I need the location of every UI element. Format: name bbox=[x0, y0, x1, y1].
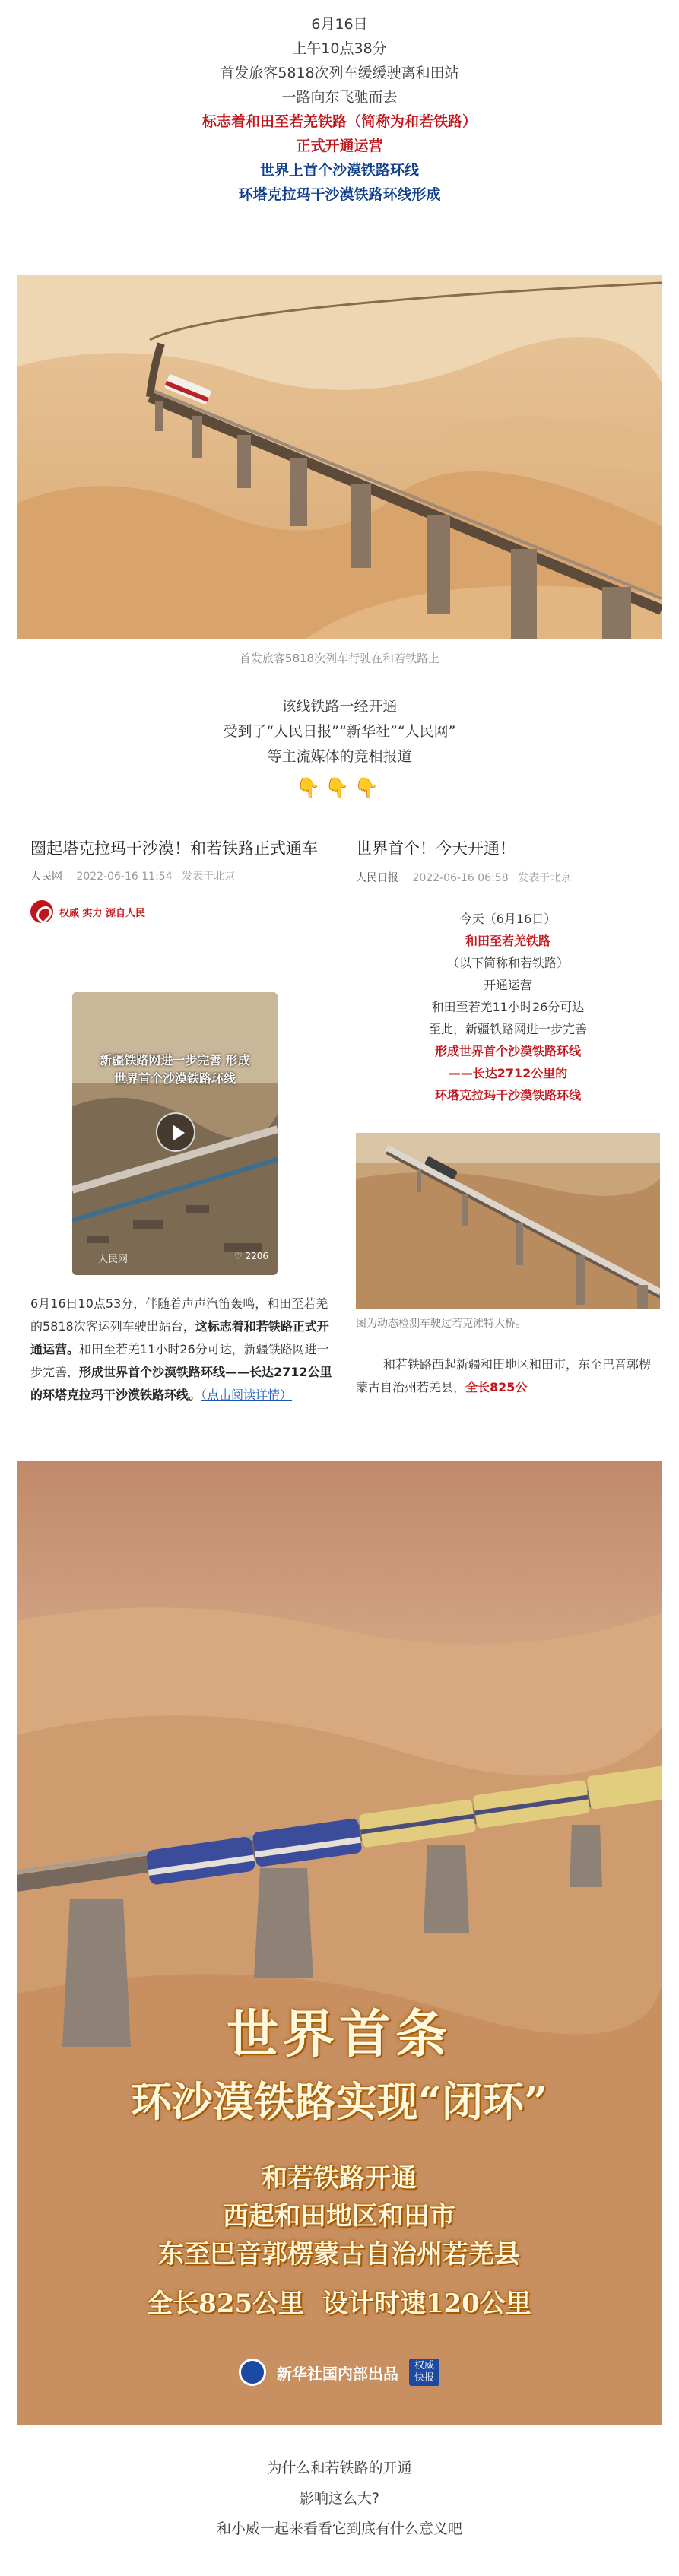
article-source: 人民网 bbox=[30, 871, 62, 883]
intro-line: 一路向东飞驰而去 bbox=[281, 89, 398, 106]
article-date: 2022-06-16 11:54 bbox=[76, 871, 173, 883]
summary-line: 开通运营 bbox=[483, 978, 532, 992]
outro-line: 和小威一起来看看它到底有什么意义吧 bbox=[216, 2520, 462, 2537]
bridge-photo[interactable] bbox=[356, 1133, 660, 1309]
article-card-renmin-ribao[interactable] bbox=[356, 836, 660, 1445]
article-body-bold: 形成世界首个沙漠铁路环线——长达2712公里的环塔克拉玛干沙漠铁路环线。 bbox=[30, 1365, 332, 1402]
intro-highlight-blue: 环塔克拉玛干沙漠铁路环线形成 bbox=[238, 186, 441, 203]
spread-line: 该线铁路一经开通 bbox=[281, 698, 398, 715]
article-body bbox=[356, 1353, 660, 1399]
bridge-photo-caption: 图为动态检测车驶过若克滩特大桥。 bbox=[356, 1318, 526, 1330]
heart-icon: ♡ bbox=[233, 1251, 243, 1261]
play-icon bbox=[173, 1125, 185, 1141]
article-card-renmin-wang[interactable] bbox=[30, 836, 335, 1437]
video-play-button[interactable] bbox=[156, 1112, 195, 1152]
summary-line: ——长达2712公里的 bbox=[448, 1066, 568, 1080]
xinhua-logo-icon bbox=[239, 2359, 266, 2386]
poster-art bbox=[17, 1461, 662, 2425]
poster-badge: 权威快报 bbox=[409, 2359, 439, 2386]
intro-line: 上午10点38分 bbox=[292, 40, 387, 57]
poster-subline: 和若铁路开通 bbox=[262, 2163, 417, 2194]
article-date: 2022-06-16 06:58 bbox=[412, 872, 509, 884]
outro-line: 为什么和若铁路的开通 bbox=[267, 2460, 412, 2476]
poster-credit-row bbox=[17, 2359, 662, 2386]
article-body-red: 全长825公 bbox=[465, 1380, 528, 1394]
bridge-photo-art bbox=[356, 1133, 660, 1309]
article-title[interactable]: 圈起塔克拉玛干沙漠！和若铁路正式通车 bbox=[30, 839, 318, 858]
poster-headline: 环沙漠铁路实现“闭环” bbox=[130, 2077, 548, 2126]
summary-line: 形成世界首个沙漠铁路环线 bbox=[434, 1044, 581, 1058]
railway-photo[interactable] bbox=[17, 275, 662, 639]
outro-line: 影响这么大? bbox=[299, 2490, 380, 2507]
article-body-text: 和若铁路西起新疆和田地区和田市，东至巴音郭楞蒙古自治州若羌县， bbox=[356, 1357, 652, 1394]
intro-line: 6月16日 bbox=[311, 16, 368, 33]
read-more-link[interactable]: （点击阅读详情） bbox=[201, 1388, 293, 1402]
summary-line: 和田至若羌11小时26分可达 bbox=[431, 1000, 585, 1014]
poster-subline: 全长825公里 设计时速120公里 bbox=[147, 2289, 531, 2319]
video-thumbnail[interactable] bbox=[72, 992, 278, 1275]
poster-subline: 东至巴音郭楞蒙古自治州若羌县 bbox=[158, 2239, 520, 2270]
article-body-text: 和田至若羌11小时26分可达，新疆铁路网进一步完善， bbox=[30, 1342, 329, 1379]
brand-row bbox=[30, 900, 335, 923]
outro-section bbox=[0, 2453, 679, 2544]
article-body-bold: 这标志着和若铁路正式开通运营。 bbox=[30, 1319, 329, 1356]
intro-highlight-red: 标志着和田至若羌铁路（简称为和若铁路） bbox=[201, 113, 477, 130]
poster-credit: 新华社国内部出品 bbox=[277, 2364, 398, 2383]
intro-highlight-red: 正式开通运营 bbox=[296, 138, 383, 154]
article-body-text: 6月16日10点53分，伴随着声声汽笛轰鸣，和田至若羌的5818次客运列车驶出站台， bbox=[30, 1296, 328, 1334]
article-meta bbox=[356, 870, 660, 885]
intro-section bbox=[0, 0, 679, 207]
railway-photo-art bbox=[17, 275, 662, 639]
renmin-logo-icon bbox=[30, 900, 53, 923]
article-source: 人民日报 bbox=[356, 872, 398, 884]
video-source-label: 人民网 bbox=[98, 1254, 129, 1265]
poster-headline: 世界首条 bbox=[226, 2004, 452, 2065]
railway-photo-caption: 首发旅客5818次列车行驶在和若铁路上 bbox=[239, 652, 440, 665]
article-location: 发表于北京 bbox=[518, 872, 572, 884]
video-overlay-text: 新疆铁路网进一步完善 形成世界首个沙漠铁路环线 bbox=[100, 1053, 250, 1086]
intro-line: 首发旅客5818次列车缓缓驶离和田站 bbox=[220, 65, 459, 81]
poster-image[interactable] bbox=[17, 1461, 662, 2425]
article-location: 发表于北京 bbox=[182, 871, 236, 883]
video-views-count: 2206 bbox=[245, 1251, 268, 1261]
article-summary bbox=[356, 908, 660, 1106]
pointing-down-icon: 👇👇👇 bbox=[295, 777, 384, 800]
summary-line: （以下简称和若铁路） bbox=[446, 956, 569, 970]
article-meta bbox=[30, 868, 335, 884]
summary-line: 今天（6月16日） bbox=[459, 912, 557, 926]
video-views bbox=[234, 1251, 268, 1261]
article-title[interactable]: 世界首个！今天开通！ bbox=[356, 839, 516, 858]
spread-line: 受到了“人民日报”“新华社”“人民网” bbox=[223, 723, 456, 740]
spread-line: 等主流媒体的竞相报道 bbox=[267, 748, 412, 765]
intro-highlight-blue: 世界上首个沙漠铁路环线 bbox=[259, 162, 419, 179]
summary-line: 环塔克拉玛干沙漠铁路环线 bbox=[434, 1088, 581, 1102]
media-spread-section bbox=[0, 694, 679, 800]
summary-line: 和田至若羌铁路 bbox=[465, 934, 550, 948]
article-body bbox=[30, 1293, 335, 1407]
summary-line: 至此，新疆铁路网进一步完善 bbox=[428, 1022, 587, 1036]
brand-slogan: 权威 实力 源自人民 bbox=[59, 907, 146, 919]
poster-subline: 西起和田地区和田市 bbox=[223, 2201, 455, 2232]
